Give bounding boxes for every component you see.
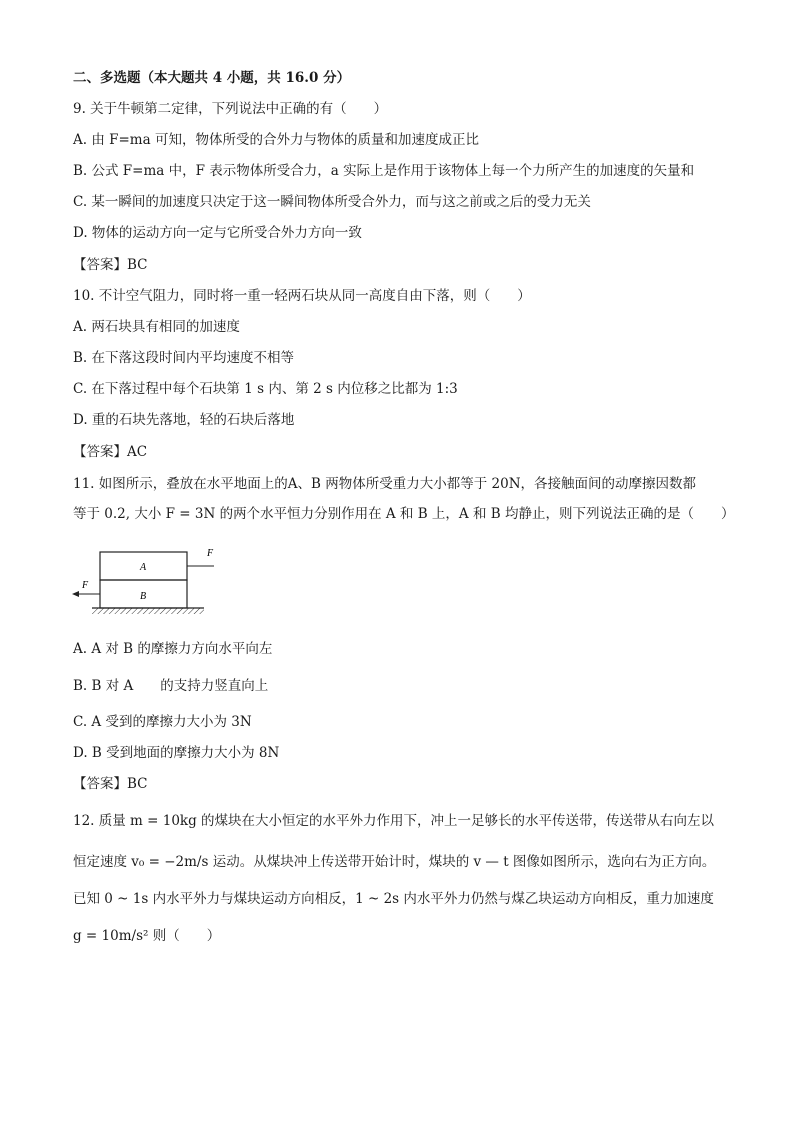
option-d: D. 物体的运动方向一定与它所受合外力方向一致 [73,225,362,241]
option-c: C. 在下落过程中每个石块第 1 s 内、第 2 s 内位移之比都为 1:3 [73,381,458,397]
option-b: B. 公式 F=ma 中，F 表示物体所受合力，a 实际上是作用于该物体上每一个力所产生的加速度的矢量和 [73,163,695,179]
answer: 【答案】BC [73,776,148,792]
option-a: A. 两石块具有相同的加速度 [73,319,240,335]
question-stem-line3: 已知 0 ~ 1s 内水平外力与煤块运动方向相反，1 ~ 2s 内水平外力仍然与煤乙块运动方向相反，重力加速度 [73,891,714,907]
question-stem: 9. 关于牛顿第二定律，下列说法中正确的有（ ） [73,101,388,117]
option-c: C. 某一瞬间的加速度只决定于这一瞬间物体所受合外力，而与这之前或之后的受力无关 [73,194,591,210]
question-stem-line1: 12. 质量 m = 10kg 的煤块在大小恒定的水平外力作用下，冲上一足够长的水平传送带，传送带从右向左以 [73,813,715,829]
force-label-top: F [207,548,214,559]
option-b: B. B 对 A 的支持力竖直向上 [73,678,269,694]
answer: 【答案】BC [73,257,148,273]
question-stem-line4: g = 10m/s² 则（ ） [73,928,221,944]
question-stem-line2: 等于 0.2, 大小 F = 3N 的两个水平恒力分别作用在 A 和 B 上，A 和 B 均静止，则下列说法正确的是（ ） [73,506,735,522]
arrowhead-left [72,591,79,597]
option-b: B. 在下落这段时间内平均速度不相等 [73,350,295,366]
block-a-label: A [140,562,147,573]
answer: 【答案】AC [73,444,148,460]
option-d: D. B 受到地面的摩擦力大小为 8N [73,745,280,761]
option-d: D. 重的石块先落地，轻的石块后落地 [73,412,295,428]
option-c: C. A 受到的摩擦力大小为 3N [73,714,252,730]
option-a: A. A 对 B 的摩擦力方向水平向左 [73,641,273,657]
question-stem-line1: 11. 如图所示，叠放在水平地面上的A、B 两物体所受重力大小都等于 20N，各接触面间的动摩擦因数都 [73,476,697,492]
question-stem: 10. 不计空气阻力，同时将一重一轻两石块从同一高度自由下落，则（ ） [73,288,531,304]
question-stem-line2: 恒定速度 v₀ = −2m/s 运动。从煤块冲上传送带开始计时，煤块的 v — t 图像如图所示，选向右为正方向。 [73,854,716,870]
section-heading: 二、多选题（本大题共 4 小题，共 16.0 分） [73,70,351,86]
stacked-blocks-diagram [64,540,214,624]
force-label-left: F [82,580,89,591]
block-b-label: B [140,591,147,602]
ground-hatch [92,608,204,614]
option-a: A. 由 F=ma 可知，物体所受的合外力与物体的质量和加速度成正比 [73,132,479,148]
